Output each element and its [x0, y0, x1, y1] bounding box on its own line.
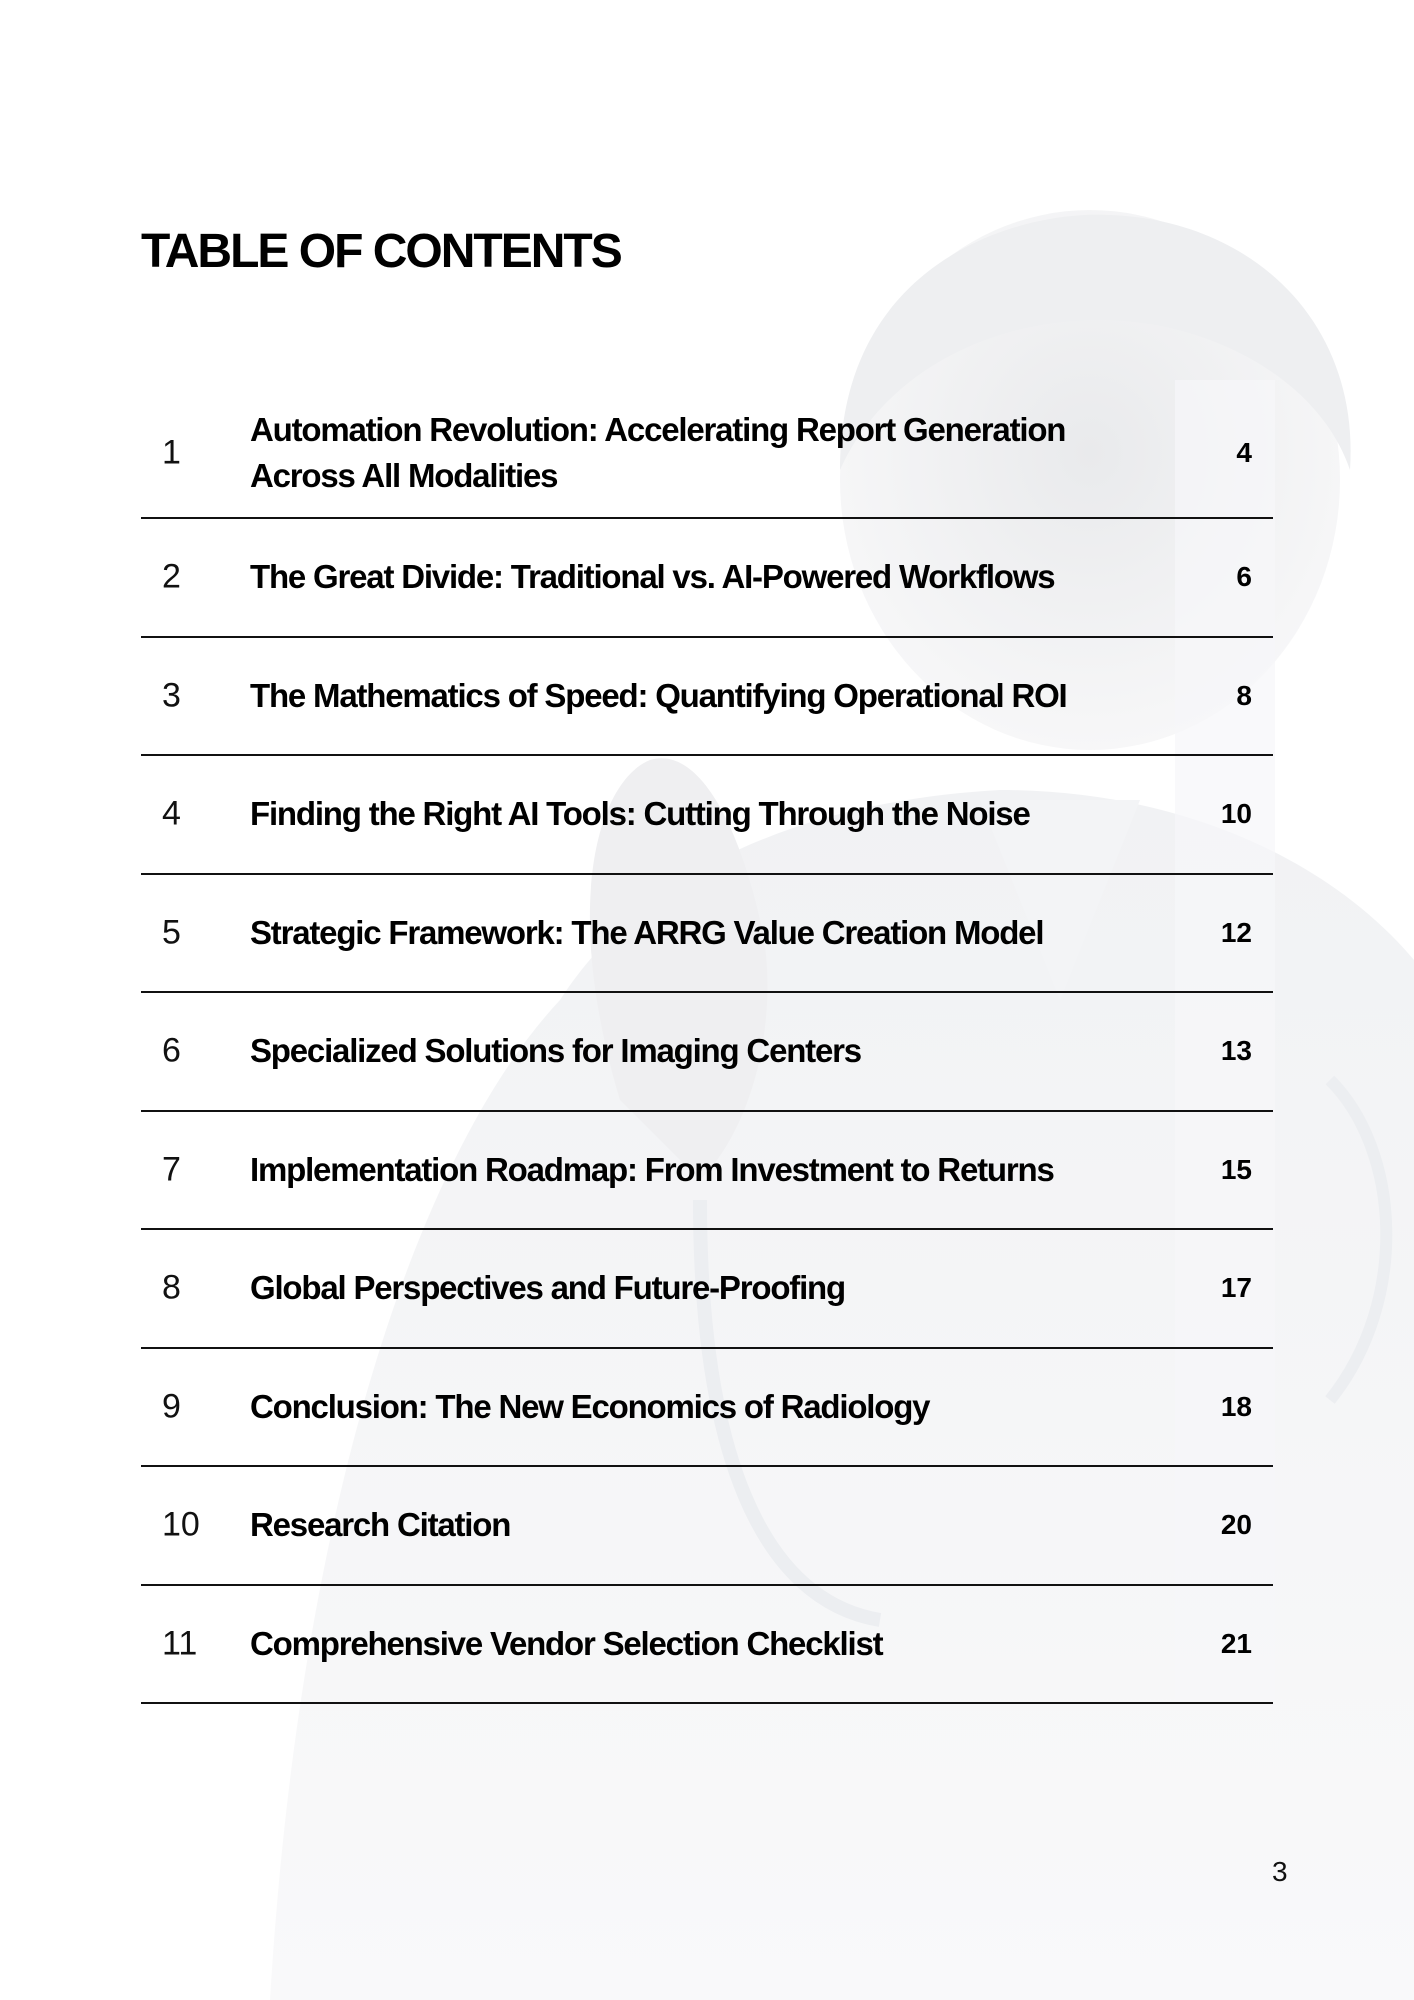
toc-entry-page: 8: [1236, 679, 1252, 711]
toc-entry[interactable]: [141, 1230, 1273, 1349]
toc-entry-page: 21: [1220, 1627, 1252, 1659]
toc-entry[interactable]: [141, 1349, 1273, 1468]
toc-entry[interactable]: [141, 1467, 1273, 1586]
toc-entry-number: 3: [162, 676, 181, 715]
toc-entry-page: 4: [1236, 436, 1252, 468]
toc-entry-number: 4: [162, 794, 181, 833]
page-number: 3: [1272, 1856, 1288, 1887]
toc-entry-page: 12: [1220, 916, 1252, 948]
toc-entry-number: 9: [162, 1387, 181, 1426]
toc-entry-page: 6: [1236, 561, 1252, 593]
toc-entry-title: Research Citation: [250, 1506, 511, 1544]
toc-entry-number: 1: [162, 433, 181, 471]
toc-entry-title: Global Perspectives and Future-Proofing: [250, 1269, 845, 1307]
toc-entry-number: 11: [162, 1624, 198, 1663]
toc-entry[interactable]: [141, 638, 1273, 757]
toc-entry-number: 6: [162, 1031, 181, 1070]
toc-entry-title: Specialized Solutions for Imaging Centers: [250, 1032, 861, 1070]
toc-entry-page: 20: [1220, 1509, 1252, 1541]
toc-entry[interactable]: [141, 388, 1273, 519]
toc-entry-title: Automation Revolution: Accelerating Report Generation Across All Modalities: [250, 410, 1066, 494]
toc-entry[interactable]: [141, 875, 1273, 994]
page-title: TABLE OF CONTENTS: [141, 225, 621, 278]
toc-entry[interactable]: [141, 993, 1273, 1112]
toc-entry-page: 10: [1220, 798, 1252, 830]
toc-entry-page: 17: [1220, 1272, 1252, 1304]
toc-entry[interactable]: [141, 1586, 1273, 1705]
toc-entry-title: Finding the Right AI Tools: Cutting Through the Noise: [250, 795, 1030, 833]
toc-entry-title: Implementation Roadmap: From Investment to Returns: [250, 1150, 1054, 1188]
toc-entry[interactable]: [141, 1112, 1273, 1231]
toc-entry-title: Comprehensive Vendor Selection Checklist: [250, 1624, 883, 1662]
toc-entry-number: 10: [162, 1505, 200, 1544]
toc-entry-number: 8: [162, 1268, 181, 1307]
toc-entry[interactable]: [141, 756, 1273, 875]
toc-entry-title: Conclusion: The New Economics of Radiology: [250, 1387, 930, 1425]
toc-entry-number: 5: [162, 913, 181, 952]
toc-entry-page: 13: [1220, 1035, 1252, 1067]
toc-entry-page: 18: [1220, 1390, 1252, 1422]
toc-entry[interactable]: [141, 519, 1273, 638]
table-of-contents: [141, 388, 1273, 1704]
toc-entry-title: The Great Divide: Traditional vs. AI-Powered Workflows: [250, 558, 1055, 596]
toc-entry-title: Strategic Framework: The ARRG Value Creation Model: [250, 913, 1044, 951]
toc-entry-page: 15: [1220, 1153, 1252, 1185]
toc-entry-number: 2: [162, 557, 181, 596]
toc-entry-number: 7: [162, 1150, 181, 1189]
toc-entry-title: The Mathematics of Speed: Quantifying Operational ROI: [250, 676, 1067, 714]
